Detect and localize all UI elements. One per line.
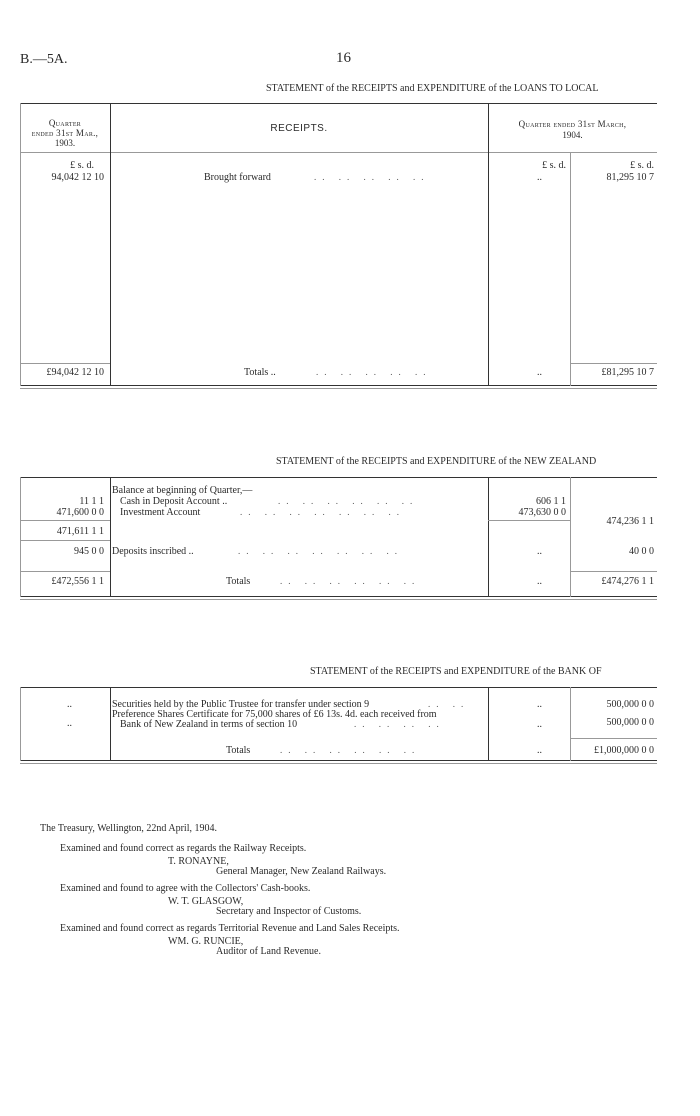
page-number: 16 xyxy=(336,50,351,66)
s1-row1-left: 94,042 12 10 xyxy=(51,172,104,183)
s3-total-r2: £1,000,000 0 0 xyxy=(594,745,654,756)
s2-cash-left: 11 1 1 xyxy=(79,496,104,507)
s3-row2-label-b: Bank of New Zealand in terms of section 10 xyxy=(120,719,298,730)
s1-total-r2: £81,295 10 7 xyxy=(601,367,654,378)
s2-dep-label: Deposits inscribed .. xyxy=(112,546,194,557)
s2-inv-r1: 473,630 0 0 xyxy=(518,507,566,518)
s2-dep-r1: .. xyxy=(537,546,542,557)
s3-row2-left: .. xyxy=(67,718,72,729)
s3-row1-label: Securities held by the Public Trustee for transfer under section 9 xyxy=(112,699,370,710)
s2-cash-label: Cash in Deposit Account .. xyxy=(120,496,228,507)
s3-row2-label: Preference Shares Certificate for 75,000 shares of £6 13s. 4d. each received from xyxy=(112,709,437,720)
s1-unit-r1: £ s. d. xyxy=(542,160,566,171)
s2-total-r2: £474,276 1 1 xyxy=(601,576,654,587)
s2-title: STATEMENT of the RECEIPTS and EXPENDITURE of the NEW ZEALAND xyxy=(276,456,597,467)
s1-unit-left: £ s. d. xyxy=(70,160,94,171)
footer-examined-3: Examined and found correct as regards Territorial Revenue and Land Sales Receipts. xyxy=(60,923,400,934)
s3-row2-r1: .. xyxy=(537,719,542,730)
s1-hdr-receipts: RECEIPTS. xyxy=(270,123,328,134)
s1-title: STATEMENT of the RECEIPTS and EXPENDITURE of the LOANS TO LOCAL xyxy=(266,83,599,94)
signature-1-name: T. RONAYNE, xyxy=(168,856,229,867)
s1-total-label: Totals .. xyxy=(244,367,276,378)
s2-total-r1: .. xyxy=(537,576,542,587)
s2-sub-left: 471,611 1 1 xyxy=(56,526,104,537)
s2-total-left: £472,556 1 1 xyxy=(51,576,104,587)
s3-total-label: Totals xyxy=(226,745,251,756)
s2-cash-r1: 606 1 1 xyxy=(536,496,566,507)
s2-bal-r2: 474,236 1 1 xyxy=(606,516,654,527)
s2-dep-left: 945 0 0 xyxy=(74,546,104,557)
s1-row1-label: Brought forward xyxy=(204,172,271,183)
footer-examined-2: Examined and found to agree with the Collectors' Cash-books. xyxy=(60,883,311,894)
s1-unit-r2: £ s. d. xyxy=(630,160,654,171)
signature-3-title: Auditor of Land Revenue. xyxy=(216,946,321,957)
s1-row1-r2: 81,295 10 7 xyxy=(606,172,654,183)
s2-bal-label: Balance at beginning of Quarter,— xyxy=(112,485,253,496)
footer-examined-1: Examined and found correct as regards the Railway Receipts. xyxy=(60,843,307,854)
s2-inv-left: 471,600 0 0 xyxy=(56,507,104,518)
s1-hdr-left-3: 1903. xyxy=(54,138,76,148)
s1-row1-r1: .. xyxy=(537,172,542,183)
s1-hdr-left-1: Quarter xyxy=(48,118,82,128)
signature-2-name: W. T. GLASGOW, xyxy=(168,896,244,907)
s2-dep-r2: 40 0 0 xyxy=(629,546,654,557)
s3-row1-left: .. xyxy=(67,699,72,710)
s1-hdr-left-2: ended 31st Mar., xyxy=(31,128,99,138)
signature-3-name: WM. G. RUNCIE, xyxy=(168,936,244,947)
s3-row1-r1: .. xyxy=(537,699,542,710)
s3-total-r1: .. xyxy=(537,745,542,756)
s1-total-left: £94,042 12 10 xyxy=(46,367,104,378)
signature-1-title: General Manager, New Zealand Railways. xyxy=(216,866,387,877)
s1-total-r1: .. xyxy=(537,367,542,378)
footer-date-line: The Treasury, Wellington, 22nd April, 1904. xyxy=(40,823,217,834)
s3-title: STATEMENT of the RECEIPTS and EXPENDITURE of the BANK OF xyxy=(310,666,602,677)
s1-hdr-right-1: Quarter ended 31st March, xyxy=(518,119,627,129)
s2-total-label: Totals xyxy=(226,576,251,587)
page-ref: B.—5A. xyxy=(20,52,68,67)
s2-inv-label: Investment Account xyxy=(120,507,201,518)
s1-hdr-right-2: 1904. xyxy=(562,130,583,140)
s3-row1-r2: 500,000 0 0 xyxy=(606,699,654,710)
s3-row2-r2: 500,000 0 0 xyxy=(606,717,654,728)
signature-2-title: Secretary and Inspector of Customs. xyxy=(216,906,362,917)
